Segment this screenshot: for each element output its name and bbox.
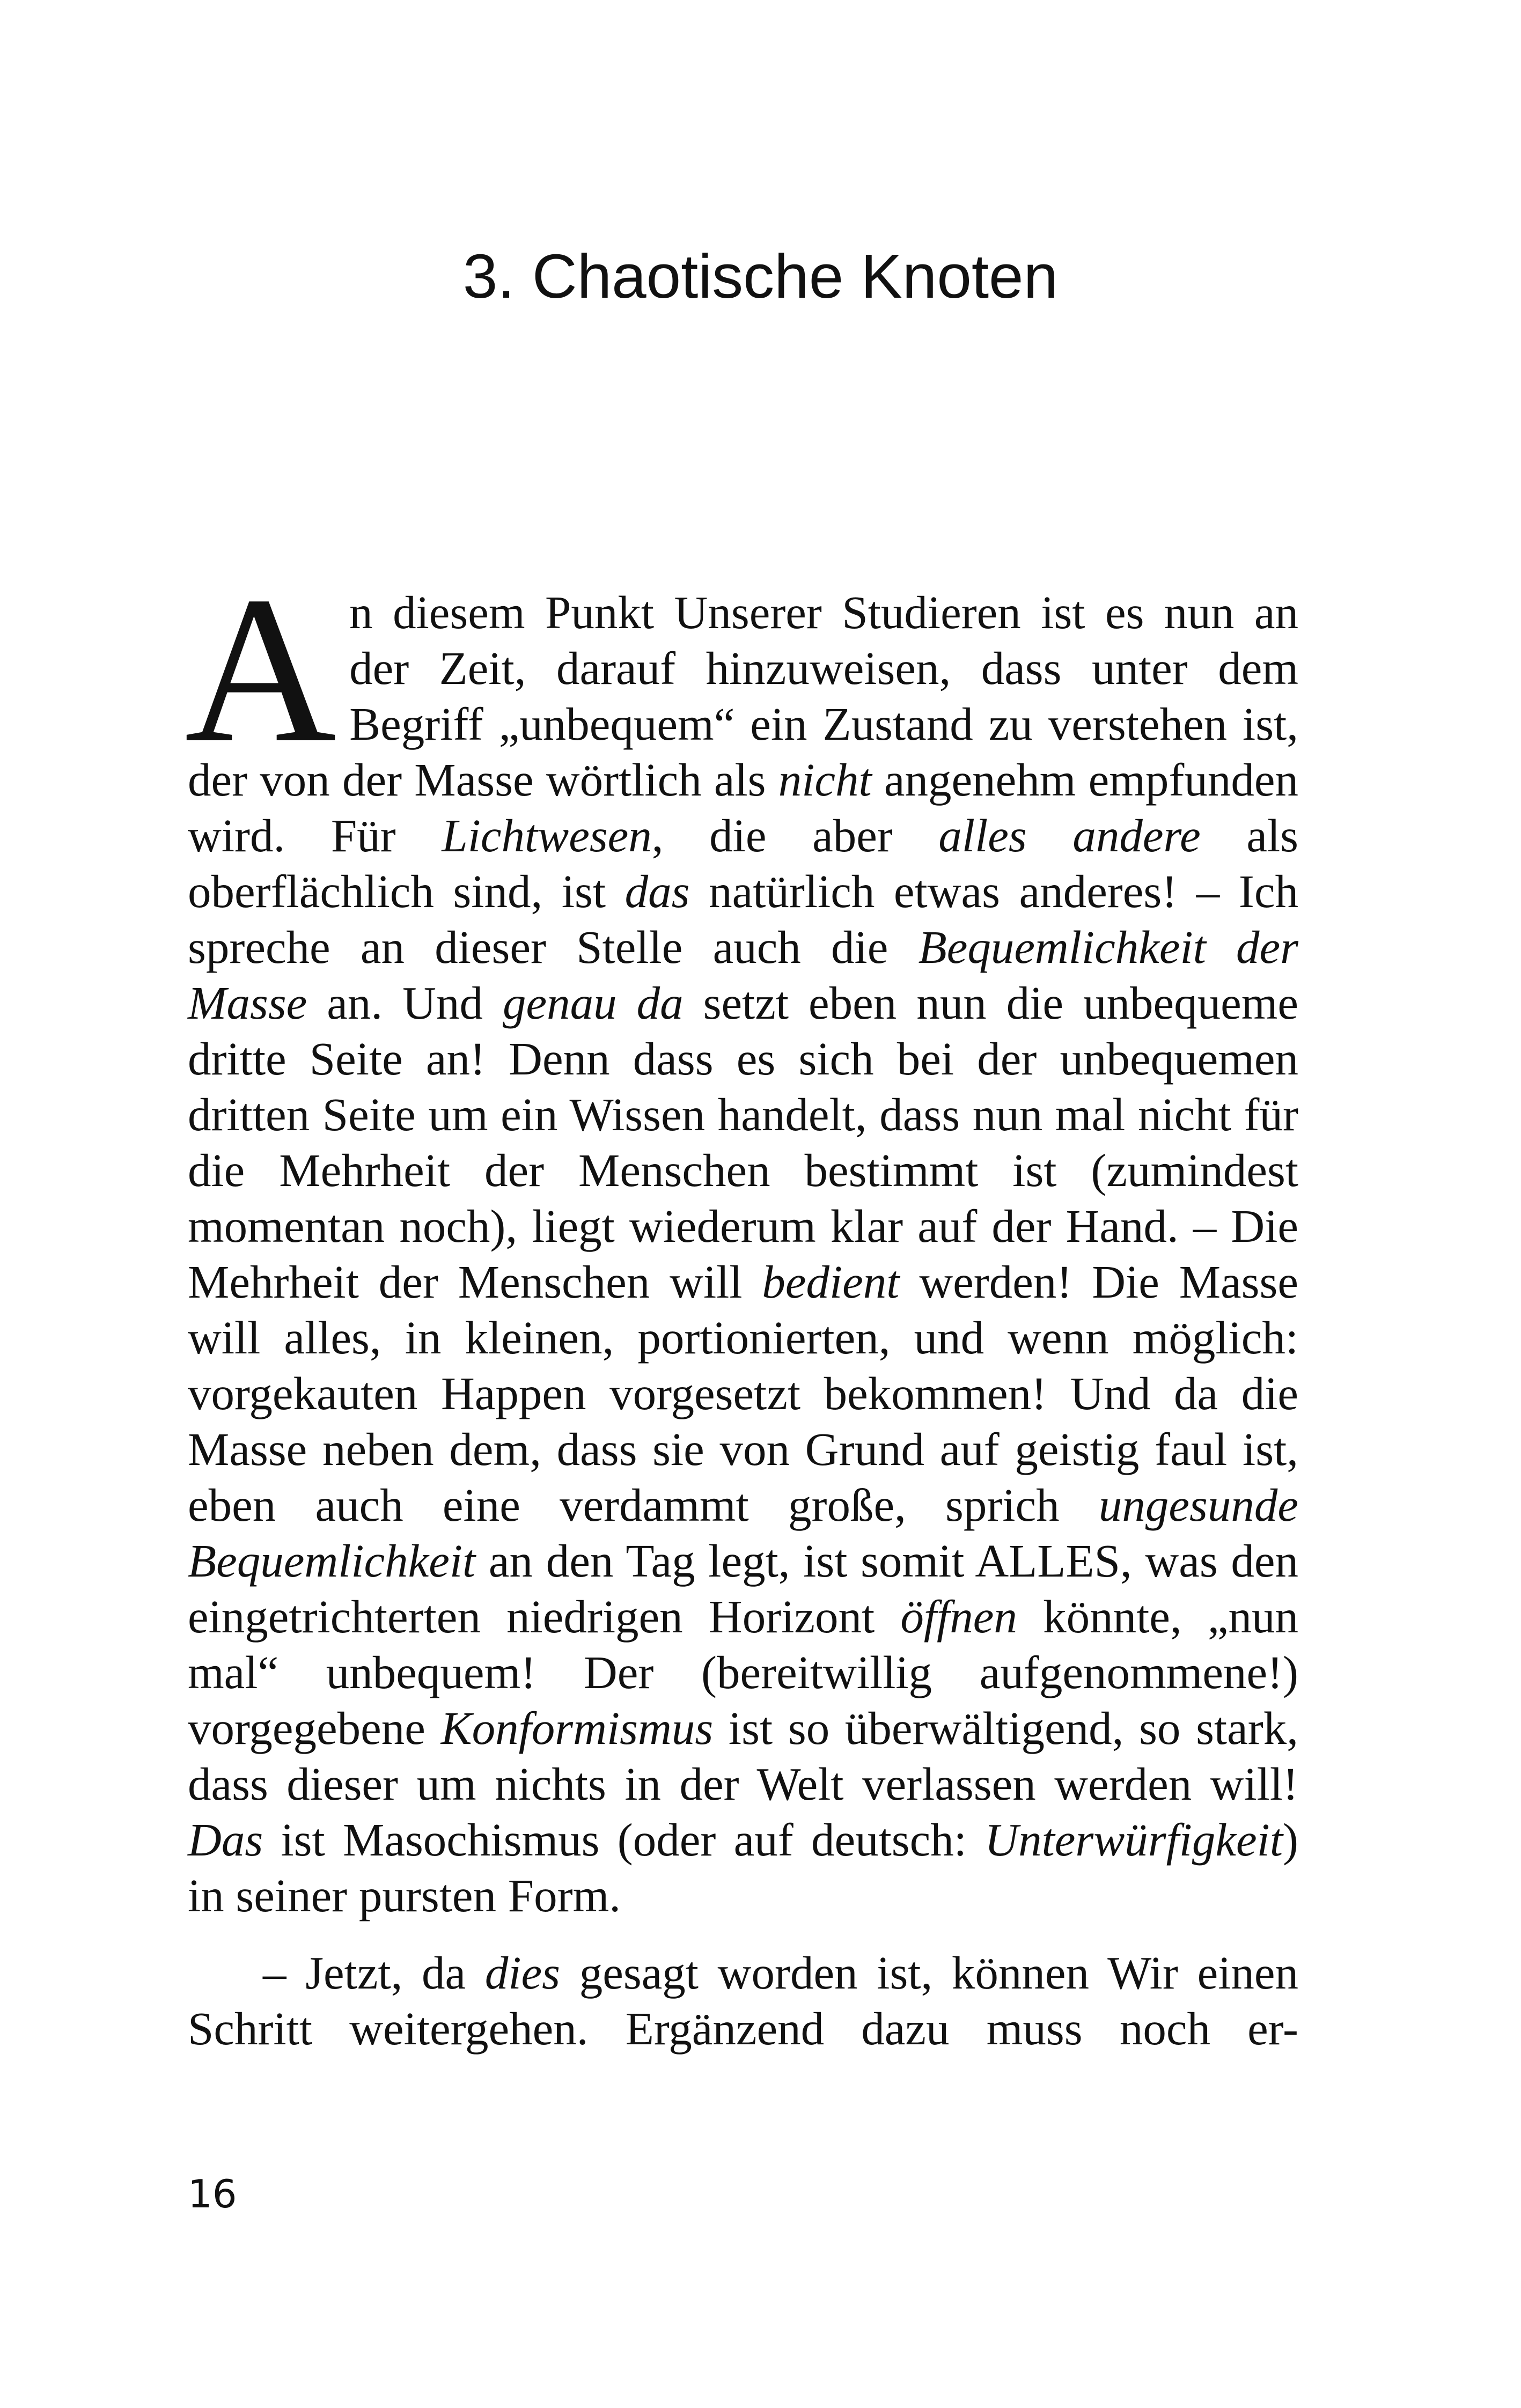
- italic-run: ungesunde Bequemlichkeit: [188, 1479, 1298, 1587]
- paragraph-1: [185, 553, 1299, 1924]
- italic-run: das: [624, 865, 690, 917]
- body-text: [185, 553, 1299, 2057]
- text-run: , die aber: [651, 809, 939, 861]
- text-run: an den Tag legt, ist somit ALLES, was den eingetrichterten niedrigen Horizont: [188, 1535, 1298, 1643]
- chapter-title: 3. Chaotische Knoten: [462, 241, 1059, 311]
- text-run: setzt eben nun die unbequeme dritte Seite an! Denn dass es sich bei der unbequemen dritten Seite um ein Wissen handelt, dass nun mal nicht für die Mehrheit der Menschen bestimmt ist (zumindest momentan noch), liegt wiederum klar auf der Hand. – Die Mehrheit der Menschen will: [188, 977, 1298, 1308]
- italic-run: bedient: [762, 1256, 900, 1308]
- text-run: gesagt worden ist, können Wir einen Schritt weitergehen. Ergänzend dazu muss noch er-: [188, 1947, 1299, 2054]
- paragraph-1-runs: [188, 586, 1298, 1921]
- italic-run: Lichtwesen: [442, 809, 652, 861]
- drop-cap: A: [185, 553, 337, 786]
- text-run: ) in seiner pursten Form.: [188, 1814, 1298, 1921]
- text-run: an. Und: [307, 977, 503, 1029]
- italic-run: Konformismus: [440, 1702, 714, 1754]
- text-run: ist so überwältigend, so stark, dass dieser um nichts in der Welt verlassen werden will!: [188, 1702, 1299, 1810]
- text-run: – Jetzt, da: [263, 1947, 485, 1999]
- italic-run: Bequemlichkeit der Masse: [188, 921, 1298, 1029]
- text-run: als oberflächlich sind, ist: [188, 809, 1298, 917]
- italic-run: genau da: [502, 977, 684, 1029]
- page-number: 16: [188, 2171, 237, 2216]
- text-run: n diesem Punkt Unserer Studieren ist es nun an der Zeit, darauf hinzuweisen, dass unter dem Begriff „unbequem“ ein Zustand zu verstehen ist, der von der Masse wörtlich als: [188, 586, 1298, 806]
- italic-run: nicht: [778, 754, 872, 806]
- text-run: natürlich etwas anderes! – Ich spreche an dieser Stelle auch die: [188, 865, 1298, 973]
- italic-run: öffnen: [900, 1590, 1017, 1643]
- paragraph-2: [188, 1945, 1298, 2057]
- italic-run: dies: [484, 1947, 561, 1999]
- text-run: werden! Die Masse will alles, in kleinen, portionierten, und wenn möglich: vorgekauten Happen vorgesetzt bekommen! Und da die Masse neben dem, dass sie von Grund auf geistig faul ist, eben auch eine verdammt große, sprich: [188, 1256, 1299, 1531]
- text-run: könnte, „nun mal“ unbequem! Der (bereitwillig aufgenommene!) vorgegebene: [188, 1590, 1298, 1754]
- paragraph-2-runs: [188, 1947, 1298, 2054]
- text-run: angenehm empfunden wird. Für: [188, 754, 1299, 861]
- italic-run: Das: [188, 1814, 263, 1866]
- italic-run: alles andere: [938, 809, 1201, 861]
- italic-run: Unterwürfigkeit: [984, 1814, 1283, 1866]
- text-run: ist Masochismus (oder auf deutsch:: [263, 1814, 985, 1866]
